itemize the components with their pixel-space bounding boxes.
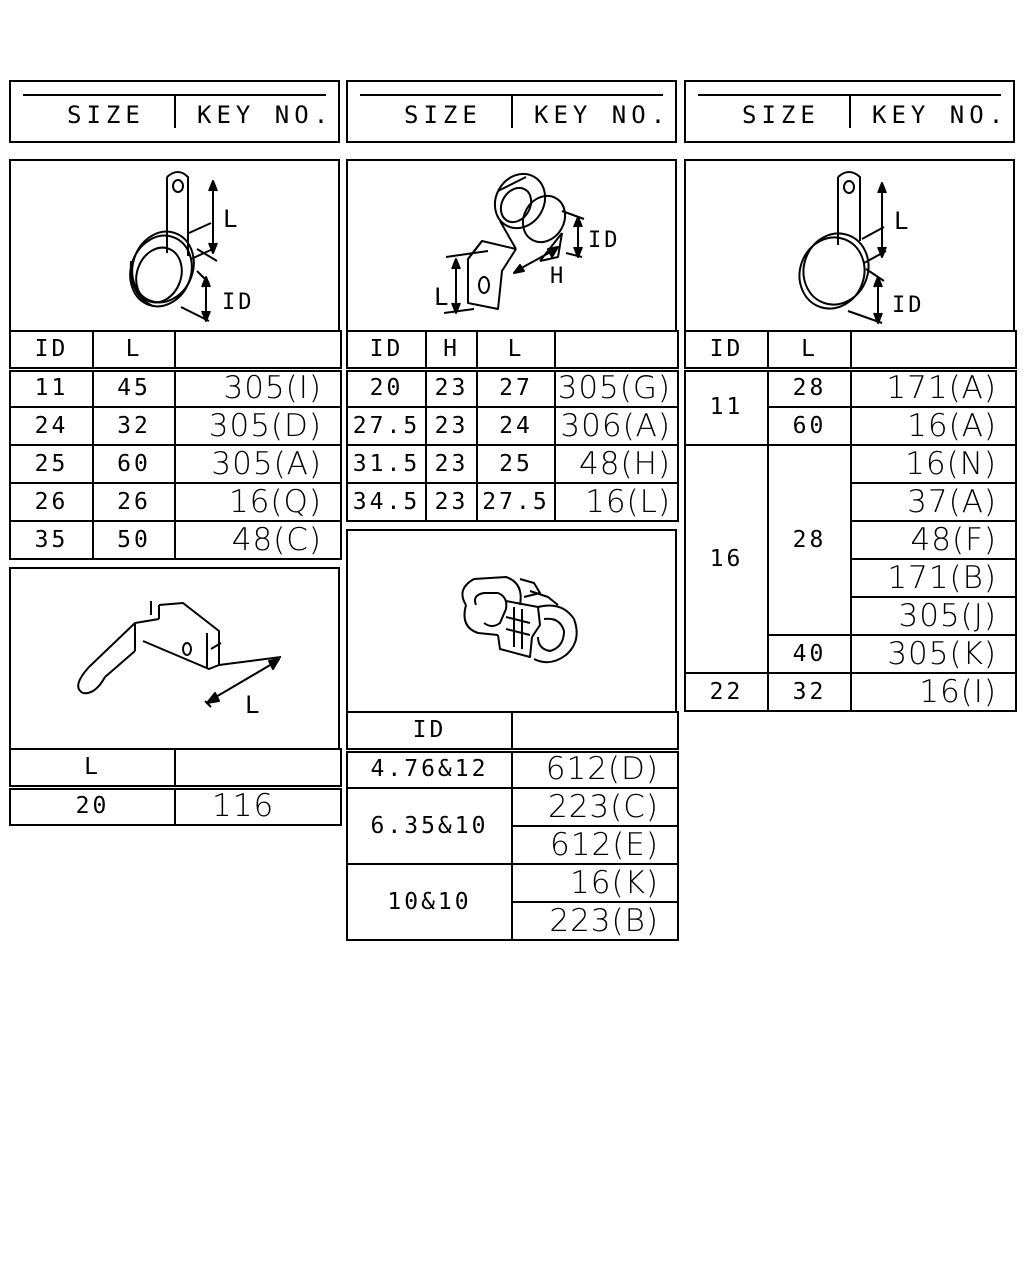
header-divider xyxy=(849,94,851,128)
cell-l: 50 xyxy=(93,521,175,559)
table-row xyxy=(347,864,678,902)
col-header-l: L xyxy=(10,749,175,787)
cell-id: 31.5 xyxy=(347,445,426,483)
table-row xyxy=(10,407,341,445)
cell-id: 35 xyxy=(10,521,93,559)
cell-key: 16(A) xyxy=(851,407,1016,445)
figure-box-bracket xyxy=(9,567,340,750)
col-header-h: H xyxy=(426,331,477,369)
cell-h: 23 xyxy=(426,483,477,521)
figure-box-saddle-clamp xyxy=(346,159,677,332)
cell-id: 11 xyxy=(685,369,768,445)
dim-label-l: L xyxy=(245,691,260,719)
plain-clamp-table xyxy=(684,330,1017,712)
cell-id: 11 xyxy=(10,369,93,407)
table-row xyxy=(685,673,1016,711)
cell-id: 6.35&10 xyxy=(347,788,512,864)
table-row xyxy=(685,445,1016,483)
cell-id: 34.5 xyxy=(347,483,426,521)
bracket-drawing xyxy=(11,569,338,748)
header-divider xyxy=(174,94,176,128)
cell-l: 26 xyxy=(93,483,175,521)
header-box-2 xyxy=(346,80,677,143)
cell-l: 40 xyxy=(768,635,851,673)
header-box-1 xyxy=(9,80,340,143)
table-row xyxy=(685,369,1016,407)
saddle-clamp-table xyxy=(346,330,679,522)
header-divider xyxy=(511,94,513,128)
cell-l: 60 xyxy=(768,407,851,445)
table-row xyxy=(10,445,341,483)
figure-box-plain-clamp xyxy=(684,159,1015,332)
dim-label-l: L xyxy=(894,207,909,235)
cell-id: 24 xyxy=(10,407,93,445)
cell-l: 32 xyxy=(93,407,175,445)
cell-key: 171(B) xyxy=(851,559,1016,597)
cell-l: 32 xyxy=(768,673,851,711)
col-header-id: ID xyxy=(347,712,512,750)
cell-key: 306(A) xyxy=(555,407,678,445)
cell-key: 171(A) xyxy=(851,369,1016,407)
table-row xyxy=(347,750,678,788)
table-row xyxy=(347,788,678,826)
header-box-3 xyxy=(684,80,1015,143)
table-row xyxy=(347,483,678,521)
cell-key: 48(H) xyxy=(555,445,678,483)
figure-box-double-clip xyxy=(346,529,677,713)
cell-id: 16 xyxy=(685,445,768,673)
col-header-key xyxy=(851,331,1016,369)
table-row xyxy=(10,521,341,559)
cell-key: 116 xyxy=(175,787,341,825)
dim-label-l: L xyxy=(223,205,238,233)
cell-h: 23 xyxy=(426,407,477,445)
key-no-header: KEY NO. xyxy=(197,101,334,129)
cell-key: 48(F) xyxy=(851,521,1016,559)
cell-key: 48(C) xyxy=(175,521,341,559)
cell-key: 223(B) xyxy=(512,902,678,940)
table-row xyxy=(10,787,341,825)
cell-id: 25 xyxy=(10,445,93,483)
table-row xyxy=(10,483,341,521)
cell-h: 23 xyxy=(426,369,477,407)
cell-l: 28 xyxy=(768,369,851,407)
size-header: SIZE xyxy=(742,101,820,129)
col-header-id: ID xyxy=(347,331,426,369)
size-header: SIZE xyxy=(404,101,482,129)
cell-key: 612(D) xyxy=(512,750,678,788)
cell-l: 45 xyxy=(93,369,175,407)
cell-id: 22 xyxy=(685,673,768,711)
dim-label-l: L xyxy=(434,283,449,311)
cell-key: 305(G) xyxy=(555,369,678,407)
cell-key: 16(Q) xyxy=(175,483,341,521)
col-header-id: ID xyxy=(685,331,768,369)
dim-label-h: H xyxy=(550,264,564,289)
col-header-id: ID xyxy=(10,331,93,369)
cell-key: 305(J) xyxy=(851,597,1016,635)
cell-key: 16(K) xyxy=(512,864,678,902)
size-header: SIZE xyxy=(67,101,145,129)
key-no-header: KEY NO. xyxy=(872,101,1009,129)
plain-clamp-drawing xyxy=(686,161,1013,330)
cell-l: 25 xyxy=(477,445,555,483)
cell-key: 305(D) xyxy=(175,407,341,445)
cell-id: 27.5 xyxy=(347,407,426,445)
cell-h: 23 xyxy=(426,445,477,483)
table-row xyxy=(10,369,341,407)
cell-key: 612(E) xyxy=(512,826,678,864)
cell-id: 20 xyxy=(347,369,426,407)
double-clip-drawing xyxy=(348,531,675,711)
cell-key: 16(N) xyxy=(851,445,1016,483)
col-header-key xyxy=(512,712,678,750)
col-header-l: L xyxy=(93,331,175,369)
bracket-table xyxy=(9,748,342,826)
cell-id: 4.76&12 xyxy=(347,750,512,788)
dim-label-id: ID xyxy=(222,290,255,315)
saddle-clamp-drawing xyxy=(348,161,675,330)
cell-key: 305(I) xyxy=(175,369,341,407)
cell-l: 28 xyxy=(768,445,851,635)
strap-clamp-table xyxy=(9,330,342,560)
cell-key: 223(C) xyxy=(512,788,678,826)
strap-clamp-drawing xyxy=(11,161,338,330)
double-clip-table xyxy=(346,711,679,941)
cell-l: 60 xyxy=(93,445,175,483)
table-row xyxy=(347,369,678,407)
dim-label-id: ID xyxy=(892,293,925,318)
cell-l: 27.5 xyxy=(477,483,555,521)
cell-key: 16(I) xyxy=(851,673,1016,711)
table-row xyxy=(347,445,678,483)
cell-l: 24 xyxy=(477,407,555,445)
cell-l: 20 xyxy=(10,787,175,825)
cell-key: 305(K) xyxy=(851,635,1016,673)
figure-box-strap-clamp xyxy=(9,159,340,332)
col-header-l: L xyxy=(768,331,851,369)
cell-key: 16(L) xyxy=(555,483,678,521)
dim-label-id: ID xyxy=(588,228,621,253)
cell-id: 26 xyxy=(10,483,93,521)
cell-l: 27 xyxy=(477,369,555,407)
key-no-header: KEY NO. xyxy=(534,101,671,129)
col-header-key xyxy=(175,749,341,787)
cell-key: 305(A) xyxy=(175,445,341,483)
cell-key: 37(A) xyxy=(851,483,1016,521)
col-header-key xyxy=(555,331,678,369)
col-header-key xyxy=(175,331,341,369)
cell-id: 10&10 xyxy=(347,864,512,940)
table-row xyxy=(347,407,678,445)
col-header-l: L xyxy=(477,331,555,369)
